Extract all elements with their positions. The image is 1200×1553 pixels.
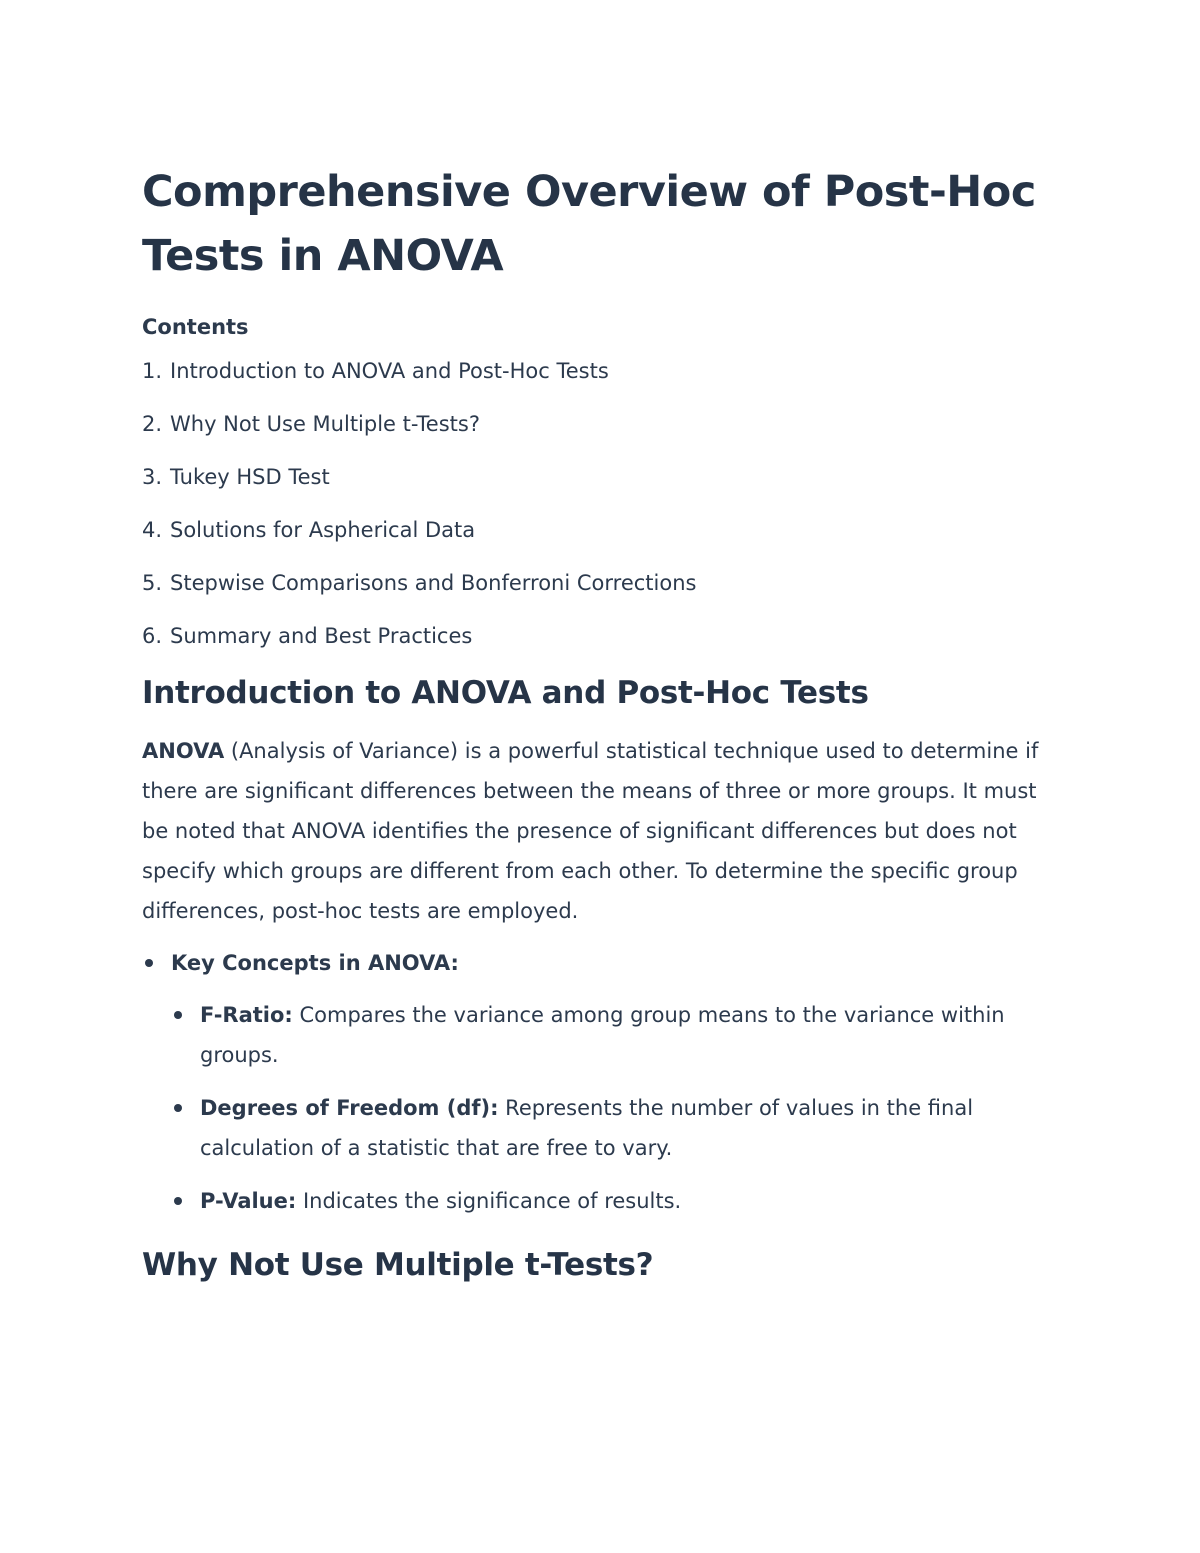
concept-text: Compares the variance among group means to the variance within groups. (200, 1003, 1005, 1067)
toc-item[interactable] (142, 409, 1052, 439)
contents-label: Contents (142, 315, 249, 339)
list-item (171, 1181, 1052, 1221)
key-concepts-list (142, 943, 1052, 1221)
concept-term: Degrees of Freedom (df): (200, 1096, 499, 1120)
document-title: Comprehensive Overview of Post-Hoc Tests in ANOVA (142, 167, 1036, 281)
document-page (142, 160, 1052, 1303)
intro-bold-term: ANOVA (142, 739, 225, 763)
bullet-icon (174, 1197, 182, 1205)
concept-text: Represents the number of values in the final calculation of a statistic that are free to vary. (200, 1096, 974, 1160)
key-concepts-label: Key Concepts in ANOVA: (171, 951, 459, 975)
bullet-icon (174, 1104, 182, 1112)
section-heading-multiple-t-tests: Why Not Use Multiple t-Tests? (142, 1247, 654, 1283)
toc-label: Introduction to ANOVA and Post-Hoc Tests (170, 359, 609, 383)
toc-label: Stepwise Comparisons and Bonferroni Corrections (170, 571, 697, 595)
toc-item[interactable] (142, 621, 1052, 651)
concept-text: Indicates the significance of results. (296, 1189, 682, 1213)
toc-label: Summary and Best Practices (170, 624, 473, 648)
list-item (171, 995, 1052, 1075)
toc-number: 1. (142, 359, 163, 383)
toc-item[interactable] (142, 356, 1052, 386)
toc-number: 5. (142, 571, 163, 595)
bullet-icon (174, 1011, 182, 1019)
list-item (142, 943, 1052, 1221)
toc-number: 6. (142, 624, 163, 648)
concept-term: P-Value: (200, 1189, 297, 1213)
toc-label: Solutions for Aspherical Data (170, 518, 476, 542)
toc-item[interactable] (142, 568, 1052, 598)
intro-paragraph (142, 731, 1052, 931)
table-of-contents (142, 356, 1052, 651)
concepts-sublist (171, 995, 1052, 1221)
toc-number: 2. (142, 412, 163, 436)
intro-text: (Analysis of Variance) is a powerful statistical technique used to determine if there are significant differences between the means of three or more groups. It must be noted that ANOVA identifies the presence of significant differences but does not specify which groups are different from each other. To determine the specific group differences, post-hoc tests are employed. (142, 739, 1039, 923)
bullet-icon (145, 959, 153, 967)
list-item (171, 1088, 1052, 1168)
toc-number: 4. (142, 518, 163, 542)
toc-label: Tukey HSD Test (170, 465, 330, 489)
concept-term: F-Ratio: (200, 1003, 293, 1027)
toc-item[interactable] (142, 515, 1052, 545)
toc-label: Why Not Use Multiple t-Tests? (170, 412, 480, 436)
toc-number: 3. (142, 465, 163, 489)
section-heading-introduction: Introduction to ANOVA and Post-Hoc Tests (142, 675, 869, 711)
toc-item[interactable] (142, 462, 1052, 492)
